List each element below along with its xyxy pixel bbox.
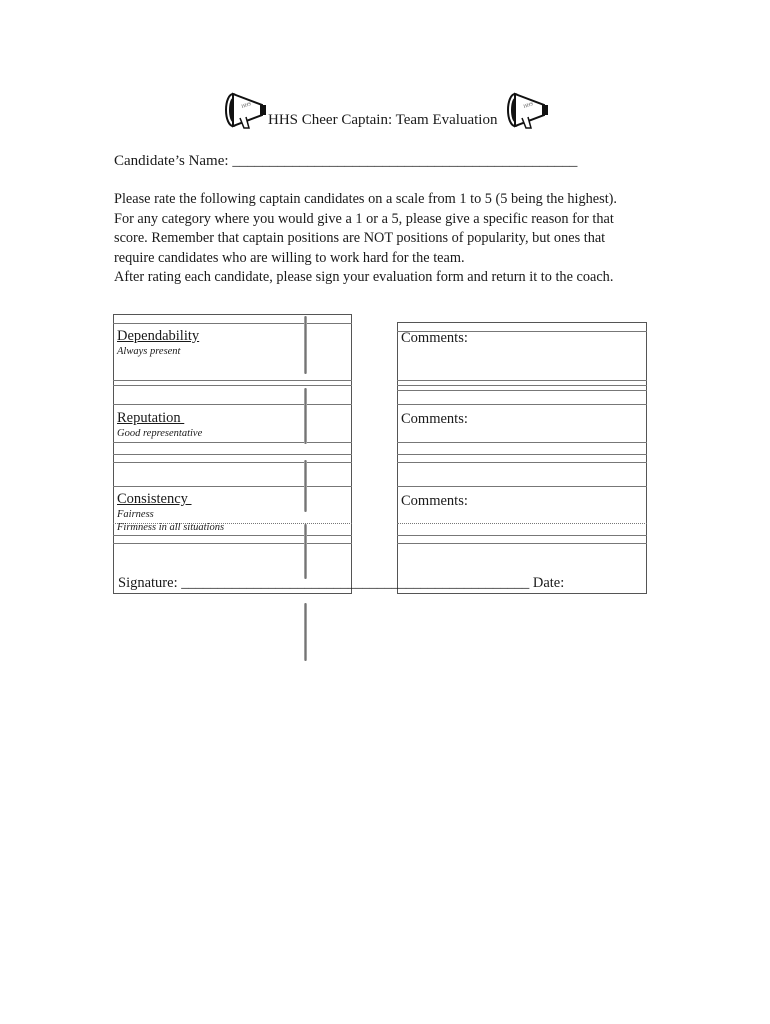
signature-field[interactable]: ________________________________________________: [181, 575, 530, 591]
instruction-line: require candidates who are willing to work hard for the team.: [114, 249, 465, 266]
divider: [113, 486, 352, 487]
category-sub: Good representative: [117, 428, 203, 439]
candidate-name-field[interactable]: [114, 153, 577, 170]
title-row: [222, 90, 552, 134]
category-consistency: [117, 491, 224, 534]
comments-label: Comments:: [401, 493, 468, 509]
category-label: Reputation: [117, 410, 185, 426]
divider: [397, 404, 647, 405]
divider: [397, 454, 647, 455]
candidate-name-label: Candidate’s Name:: [114, 153, 233, 169]
comments-label: Comments:: [401, 330, 468, 346]
instruction-line: score. Remember that captain positions are NOT positions of popularity, but ones that: [114, 230, 606, 246]
category-label: Dependability: [117, 328, 200, 344]
category-sub: Fairness: [117, 509, 154, 520]
divider: [397, 385, 647, 386]
divider: [113, 404, 352, 405]
divider: [397, 380, 647, 381]
signature-row: [118, 575, 648, 592]
divider: [113, 442, 352, 443]
divider: [397, 390, 647, 391]
category-label: Consistency: [117, 491, 192, 507]
instruction-line: Please rate the following captain candidates on a scale from 1 to 5 (5 being the highest).: [114, 191, 618, 207]
rating-scale-bar: [304, 388, 307, 444]
megaphone-icon: [504, 90, 550, 132]
divider: [397, 535, 647, 536]
comments-label: Comments:: [401, 411, 468, 427]
divider: [113, 535, 352, 536]
divider: [397, 486, 647, 487]
signature-label: Signature:: [118, 575, 182, 591]
rating-scale-bar: [304, 460, 307, 512]
category-sub: Always present: [117, 346, 181, 357]
date-label: Date:: [529, 575, 565, 591]
divider: [113, 454, 352, 455]
divider: [113, 543, 352, 544]
divider: [397, 543, 647, 544]
rating-scale-bar: [304, 524, 307, 579]
divider: [397, 462, 647, 463]
divider: [397, 442, 647, 443]
instruction-line: After rating each candidate, please sign your evaluation form and return it to the coach.: [114, 269, 614, 285]
rating-scale-bar: [304, 316, 307, 374]
category-sub: Firmness in all situations: [117, 522, 225, 533]
divider: [397, 523, 647, 524]
instruction-line: For any category where you would give a 1 or a 5, please give a specific reason for that: [114, 210, 614, 227]
megaphone-icon: [222, 90, 268, 132]
category-reputation: [117, 410, 202, 440]
candidate-name-blank[interactable]: ______________________________________________: [232, 153, 578, 169]
divider: [113, 380, 352, 381]
divider: [113, 385, 352, 386]
page-title: HHS Cheer Captain: Team Evaluation: [268, 112, 498, 128]
category-dependability: [117, 328, 199, 358]
comments-column: [397, 322, 647, 594]
divider: [113, 462, 352, 463]
divider: [113, 323, 352, 324]
svg-text:HHS: HHS: [523, 102, 535, 110]
rating-scale-bar: [304, 603, 307, 661]
instructions: [114, 190, 654, 288]
svg-text:HHS: HHS: [241, 102, 253, 110]
